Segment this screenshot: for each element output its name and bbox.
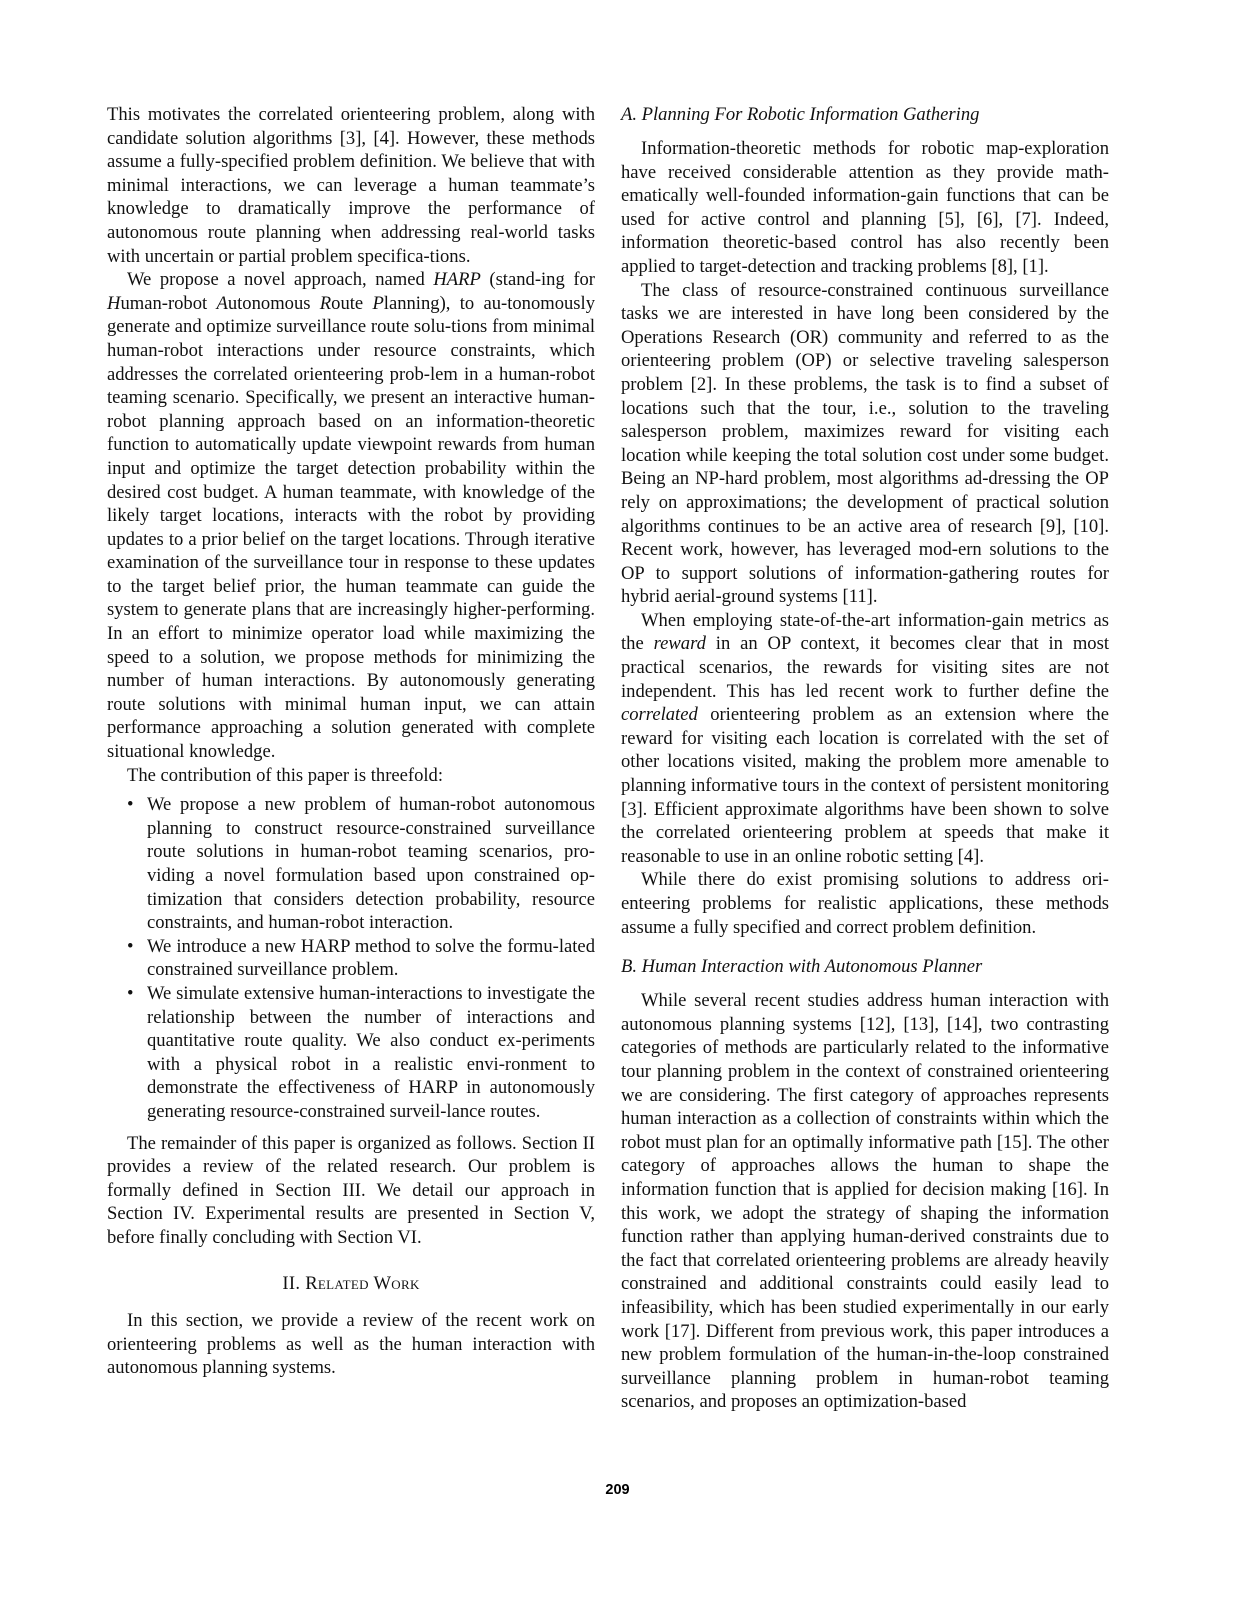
paragraph-human-interaction: While several recent studies address human interaction with autonomous planning systems [12], [13], [14], two contrasting categories of methods are particularly related to the informative tour planning problem in the context of constrained orienteering we are considering. The first category of approaches represents human interaction as a collection of constraints within which the robot must plan for an optimally informative path [15]. The other category of approaches allows the human to shape the information function that is applied for decision making [16]. In this work, we adopt the strategy of shaping the information function rather than applying human-derived constraints due to the fact that correlated orienteering problems are already heavily constrained and additional constraints could easily lead to infeasibility, which has been studied experimentally in our early work [17]. Different from previous work, this paper introduces a new problem formulation of the human-in-the-loop constrained surveillance planning problem in human-robot teaming scenarios, and proposes an optimization-based: [621, 990, 1109, 1413]
right-column: [621, 103, 1109, 1414]
contribution-text: We introduce a new HARP method to solve the formu-lated constrained surveillance problem.: [147, 935, 595, 981]
subsection-heading-b: B. Human Interaction with Autonomous Planner: [621, 956, 983, 978]
paragraph-contribution-intro: The contribution of this paper is threefold:: [127, 764, 444, 786]
text-run: uman-robot: [120, 292, 217, 314]
contribution-item: [107, 935, 595, 982]
emphasis-reward: reward: [653, 633, 706, 655]
acronym-letter-a: A: [216, 292, 228, 314]
text-run: When employing state-of-the-art information-gain metrics as the: [621, 609, 1109, 655]
text-run: (stand-ing for: [480, 269, 595, 291]
bullet-marker: •: [127, 982, 134, 1004]
bullet-marker: •: [127, 794, 134, 816]
contribution-text: We simulate extensive human-interactions to investigate the relationship between the number of interactions and quantitative route quality. We also conduct ex-periments with a physical robot in a realistic envi-ronment to demonstrate the effectiveness of HARP in autonomously generating resource-constrained surveil-lance routes.: [147, 982, 595, 1122]
section-title: Related Work: [305, 1272, 420, 1294]
left-column: [107, 103, 595, 1380]
text-run: in an OP context, it becomes clear that in most practical scenarios, the rewards for visiting sites are not independent. This has led recent work to further define the: [621, 633, 1109, 702]
text-run: lanning: [383, 292, 440, 314]
bullet-marker: •: [127, 935, 134, 957]
harp-name: HARP: [433, 269, 481, 291]
text-run: oute: [331, 292, 373, 314]
text-run: We propose a novel approach, named: [127, 269, 434, 291]
paragraph-motivation: This motivates the correlated orienteering problem, along with candidate solution algorithms [3], [4]. However, these methods assume a fully-specified problem definition. We believe that with minimal interactions, we can leverage a human teammate’s knowledge to dramatically improve the performance of autonomous route planning when addressing real-world tasks with uncertain or partial problem specifica-tions.: [107, 104, 595, 267]
contribution-item: [107, 982, 595, 1124]
text-run: utonomous: [227, 292, 320, 314]
text-run: ), to au-tonomously generate and optimize surveillance route solu-tions from minimal human-robot interactions under resource constraints, which addresses the correlated orienteering prob-lem in a human-robot teaming scenario. Specifically, we present an interactive human-robot planning approach based on an information-theoretic function to automatically update viewpoint rewards from human input and optimize the target detection probability within the desired cost budget. A human teammate, with knowledge of the likely target locations, interacts with the robot by providing updates to a prior belief on the target locations. Through iterative examination of the surveillance tour in response to these updates to the target belief prior, the human teammate can guide the system to generate plans that are increasingly higher-performing. In an effort to minimize operator load while maximizing the speed to a solution, we propose methods for minimizing the number of human interactions. By autonomously generating route solutions with minimal human input, we can attain performance approaching a solution generated with complete situational knowledge.: [107, 292, 596, 763]
text-run: orienteering problem as an extension where the reward for visiting each location is correlated with the set of other locations visited, making the problem more amenable to planning informative tours in the context of persistent monitoring [3]. Efficient approximate algorithms have been shown to solve the correlated orienteering problem at speeds that make it reasonable to use in an online robotic setting [4].: [621, 704, 1109, 867]
section-heading-related-work: [107, 1272, 595, 1296]
section-number: II.: [282, 1272, 306, 1294]
paragraph-op-assumption: While there do exist promising solutions to address ori-enteering problems for realistic applications, these methods assume a fully specified and correct problem definition.: [621, 869, 1109, 938]
paragraph-info-theoretic: Information-theoretic methods for robotic map-exploration have received considerable attention as they provide math-ematically well-founded information-gain functions that can be used for active control and planning [5], [6], [7]. Indeed, information theoretic-based control has also recently been applied to target-detection and tracking problems [8], [1].: [621, 138, 1109, 277]
emphasis-correlated: correlated: [621, 704, 698, 726]
subsection-heading-a: A. Planning For Robotic Information Gathering: [621, 104, 980, 125]
paragraph-related-intro: In this section, we provide a review of the recent work on orienteering problems as well as the human interaction with autonomous planning systems.: [107, 1310, 595, 1379]
acronym-letter-h: H: [107, 292, 121, 314]
paragraph-orienteering: The class of resource-constrained continuous surveillance tasks we are interested in have long been considered by the Operations Research (OR) community and referred to as the orienteering problem (OP) or selective traveling salesperson problem [2]. In these problems, the task is to find a subset of locations such that the tour, i.e., solution to the traveling salesperson problem, maximizes reward for visiting each location while keeping the total solution cost under some budget. Being an NP-hard problem, most algorithms ad-dressing the OP rely on approximations; the development of practical solution algorithms continues to be an active area of research [9], [10]. Recent work, however, has leveraged mod-ern solutions to the OP to support solutions of information-gathering routes for hybrid aerial-ground systems [11].: [621, 279, 1109, 608]
paragraph-harp-approach: [107, 268, 595, 763]
page-number: 209: [605, 1482, 630, 1498]
paragraph-organization: The remainder of this paper is organized as follows. Section II provides a review of the related research. Our problem is formally defined in Section III. We detail our approach in Section IV. Experimental results are presented in Section V, before finally concluding with Section VI.: [107, 1132, 595, 1248]
contribution-list: [107, 793, 595, 1123]
contribution-item: [107, 793, 595, 935]
acronym-letter-p: P: [372, 292, 384, 314]
paragraph-correlated-op: [621, 609, 1109, 869]
contribution-text: We propose a new problem of human-robot autonomous planning to construct resource-constrained surveillance route solutions in human-robot teaming scenarios, pro-viding a novel formulation based upon constrained op-timization that considers detection probability, resource constraints, and human-robot interaction.: [147, 794, 595, 934]
acronym-letter-r: R: [319, 292, 332, 314]
